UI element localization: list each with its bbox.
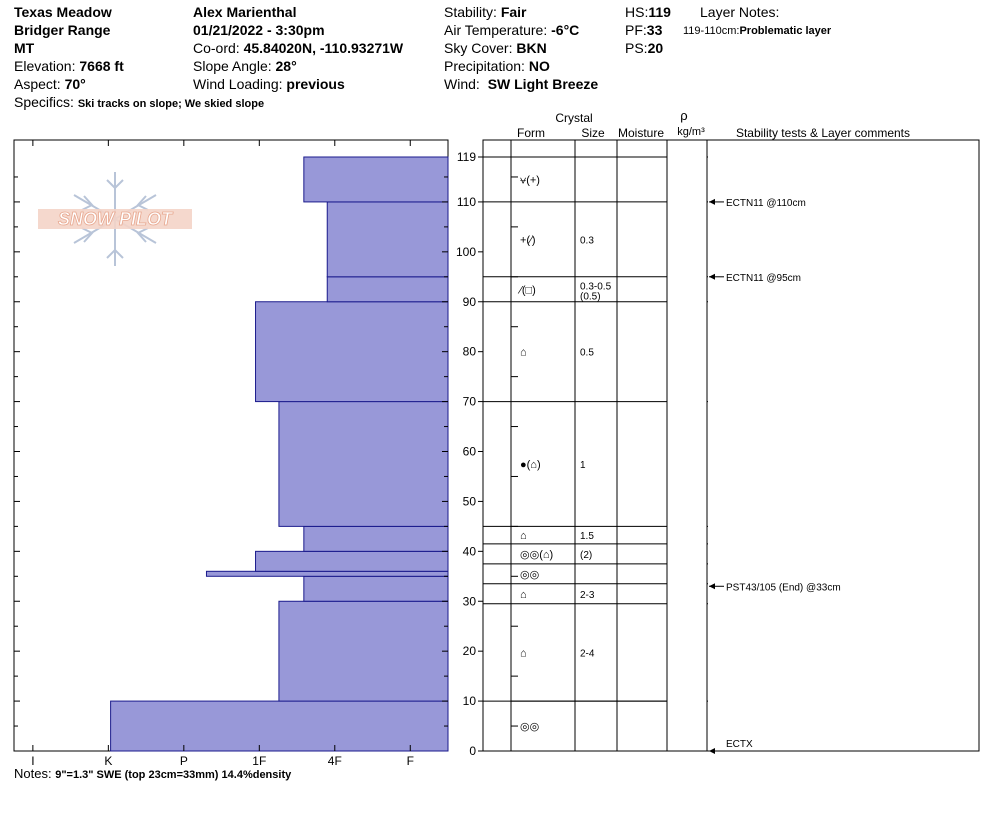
crystal-form: ⁄(□) (520, 284, 536, 297)
crystal-size: 0.3 (580, 235, 594, 247)
crystal-form: ⌂ (520, 647, 527, 660)
hardness-bar (304, 526, 448, 551)
air-temp-label: Air Temperature: (444, 22, 548, 38)
hs-value: 119 (648, 4, 671, 20)
layer-note-range: 119-110cm: (683, 25, 740, 37)
hardness-bar (304, 157, 448, 202)
slope-value: 28° (275, 58, 297, 74)
hardness-tick-label: 4F (327, 754, 342, 768)
depth-tick-label: 50 (462, 494, 476, 509)
sky-value: BKN (516, 40, 547, 56)
crystal-form: ⌂ (520, 588, 527, 601)
hs-label: HS: (625, 4, 649, 20)
crystal-size: 1 (580, 459, 586, 471)
comments-header: Stability tests & Layer comments (735, 126, 911, 140)
ps-label: PS: (625, 40, 648, 56)
coord-label: Co-ord: (193, 40, 240, 56)
depth-tick-label: 10 (462, 694, 476, 709)
layer-note-text: Problematic layer (739, 25, 832, 37)
wind-loading-label: Wind Loading: (193, 76, 283, 92)
aspect-label: Aspect: (14, 76, 61, 92)
crystal-form: ◎◎(⌂) (520, 548, 554, 561)
form-header: Form (517, 126, 545, 140)
stability-tests (709, 198, 841, 754)
stability-value: Fair (500, 4, 527, 20)
hardness-bar (327, 277, 448, 302)
stability-label: Stability: (444, 4, 497, 20)
test-arrow (709, 274, 715, 280)
depth-tick-label: 60 (462, 444, 476, 459)
crystal-form: ◎◎ (520, 568, 540, 581)
specifics-value: Ski tracks on slope; We skied slope (77, 98, 265, 110)
layer-notes-title: Layer Notes: (700, 4, 780, 20)
pf-label: PF: (625, 22, 647, 38)
depth-tick-label: 110 (456, 194, 476, 209)
notes (14, 766, 291, 781)
depth-tick-label: 119 (456, 150, 476, 164)
moisture-header: Moisture (617, 126, 665, 140)
crystal-size: 0.3-0.5 (580, 281, 612, 293)
hardness-bar (279, 402, 448, 527)
crystal-form: ⌂ (520, 346, 527, 359)
logo-text: SNOW PILOT (58, 209, 172, 229)
hardness-tick-label: F (406, 754, 414, 768)
aspect-value: 70° (64, 76, 86, 92)
crystal-size: 1.5 (580, 531, 594, 543)
hardness-bar (256, 551, 448, 571)
hardness-tick-label: P (179, 754, 188, 768)
crystal-form: ⩝(+) (520, 174, 540, 187)
stability-test-label: ECTN11 @110cm (726, 197, 806, 209)
depth-tick-label: 100 (455, 244, 476, 259)
depth-tick-label: 40 (462, 544, 476, 559)
crystal-form: ●(⌂) (520, 458, 541, 471)
crystal-size: 2-3 (580, 589, 595, 601)
sky-label: Sky Cover: (444, 40, 513, 56)
crystal-header: Crystal (555, 111, 593, 125)
test-arrow (709, 583, 715, 589)
specifics-label: Specifics: (14, 94, 74, 110)
test-arrow (709, 199, 715, 205)
layer-rows (483, 157, 708, 733)
layer-table (483, 140, 979, 751)
test-arrow (709, 748, 715, 754)
hardness-profile (111, 157, 448, 751)
hardness-bar (304, 576, 448, 601)
site-state: MT (14, 40, 35, 56)
wind-value: SW Light Breeze (487, 76, 599, 92)
depth-tick-label: 90 (462, 294, 476, 309)
elevation-label: Elevation: (14, 58, 76, 74)
pf-value: 33 (646, 22, 663, 38)
depth-tick-label: 80 (462, 344, 476, 359)
crystal-form: ⌂ (520, 530, 527, 543)
hardness-bar (327, 202, 448, 277)
observation-datetime: 01/21/2022 - 3:30pm (193, 22, 325, 38)
hardness-bar (206, 571, 448, 576)
air-temp-value: -6°C (551, 22, 580, 38)
slope-label: Slope Angle: (193, 58, 272, 74)
stability-test-label: PST43/105 (End) @33cm (726, 582, 841, 594)
ps-value: 20 (647, 40, 664, 56)
size-header: Size (581, 126, 605, 140)
wind-label: Wind: (444, 76, 480, 92)
hardness-bar (256, 302, 448, 402)
wind-loading-value: previous (286, 76, 345, 92)
crystal-form: +(⁄) (520, 234, 536, 247)
hardness-bar (111, 701, 448, 751)
precip-value: NO (528, 58, 550, 74)
depth-tick-label: 70 (462, 394, 476, 409)
depth-tick-label: 20 (462, 644, 476, 659)
crystal-size: (0.5) (580, 291, 601, 303)
crystal-size: (2) (580, 549, 593, 561)
crystal-form: ◎◎ (520, 721, 540, 734)
notes-label: Notes: (14, 766, 52, 781)
stability-test-label: ECTX (726, 739, 753, 750)
observer-name: Alex Marienthal (193, 4, 297, 20)
hardness-bar (279, 601, 448, 701)
site-name: Texas Meadow (14, 4, 112, 20)
stability-test-label: ECTN11 @95cm (726, 272, 801, 284)
depth-tick-label: 0 (469, 744, 476, 758)
depth-tick-label: 30 (462, 594, 476, 609)
crystal-size: 2-4 (580, 648, 595, 660)
density-unit-header: kg/m³ (677, 126, 705, 138)
rho-header: ρ (680, 108, 688, 123)
crystal-size: 0.5 (580, 347, 594, 359)
precip-label: Precipitation: (444, 58, 525, 74)
coord-value: 45.84020N, -110.93271W (243, 40, 404, 56)
hardness-tick-label: I (31, 754, 35, 768)
hardness-tick-label: 1F (252, 754, 267, 768)
snowpilot-logo (38, 172, 192, 266)
hardness-tick-label: K (104, 754, 113, 768)
site-range: Bridger Range (14, 22, 111, 38)
notes-text: 9"=1.3" SWE (top 23cm=33mm) 14.4%density (55, 769, 292, 781)
elevation-value: 7668 ft (79, 58, 124, 74)
